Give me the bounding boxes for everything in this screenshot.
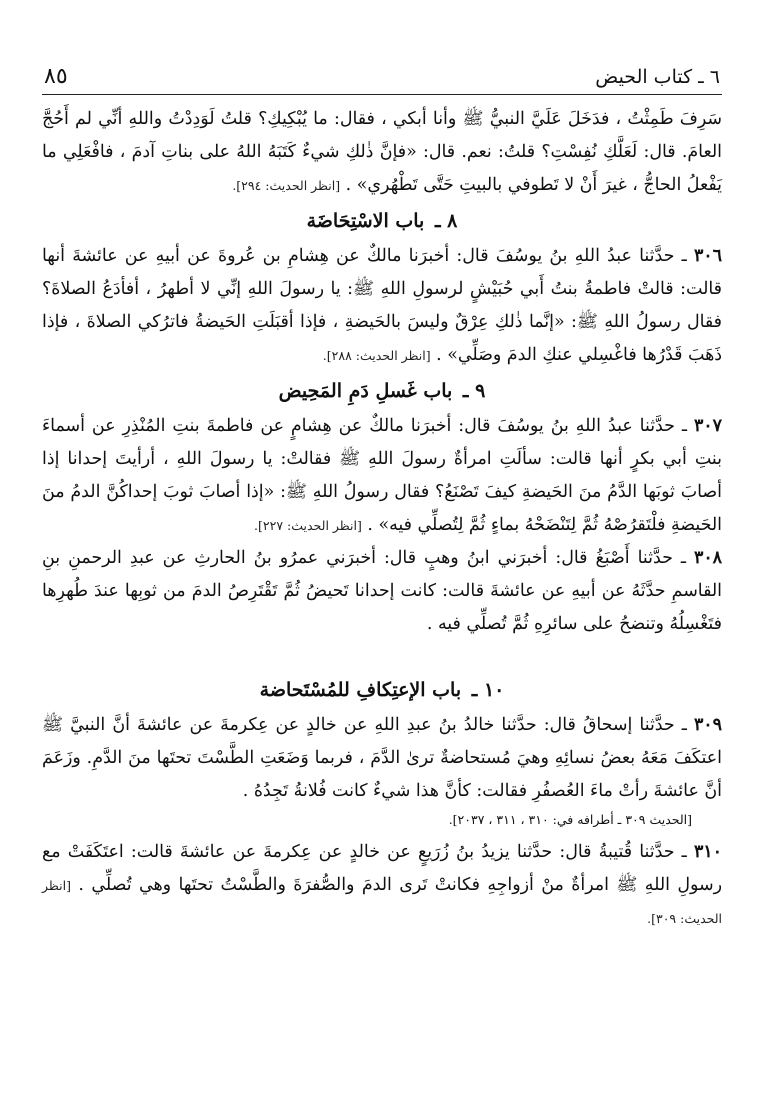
chapter-title: ٦ ـ كتاب الحيض <box>595 66 720 88</box>
hadith-306-number: ٣٠٦ <box>693 246 722 266</box>
hadith-310-number: ٣١٠ <box>693 842 722 862</box>
hadith-310-reference: [انظر الحديث: ٣٠٩]. <box>42 878 722 926</box>
hadith-306-reference: [انظر الحديث: ٢٨٨]. <box>322 348 431 363</box>
hadith-309 <box>42 709 722 808</box>
bab-8-title: باب الاسْتِحَاضَة <box>306 210 425 232</box>
bab-9-title: باب غَسلِ دَمِ المَحِيض <box>278 380 453 402</box>
hadith-306-text: ـ حدَّثنا عبدُ اللهِ بنُ يوسُفَ قال: أخبرَنا مالكٌ عن هِشامِ بن عُروةَ عن أبيهِ عن عائشةَ أنها قالت: قالتْ فاطمةُ بنتُ أَبي حُبَيْشٍ لرسولِ اللهِ ﷺ: يا رسولَ اللهِ إنِّي لا أطهرُ ، أفأدَعُ الصلاةَ؟ فقال رسولُ اللهِ ﷺ: «إنَّما ذٰلكِ عِرْقٌ وليسَ بالحَيضةِ ، فإذا أقبَلَتِ الحَيضةُ فاترُكي الصلاةَ ، فإذا ذَهَبَ قَدْرُها فاغْسِلي عنكِ الدمَ وصَلِّي» . <box>42 246 722 365</box>
bab-9-number: ٩ ـ <box>462 380 486 402</box>
bab-9-heading <box>42 376 722 406</box>
hadith-310 <box>42 836 722 935</box>
bab-8-heading <box>42 206 722 236</box>
bab-10-number: ١٠ ـ <box>471 679 505 701</box>
bab-8-number: ٨ ـ <box>434 210 458 232</box>
hadith-307-text: ـ حدَّثنا عبدُ اللهِ بنُ يوسُفَ قال: أخبرَنا مالكٌ عن هِشامٍ عن فاطمةَ بنتِ المُنْذِرِ عن أسماءَ بنتِ أبي بكرٍ أنها قالت: سألَتِ امرأةٌ رسولَ اللهِ ﷺ فقالتْ: يا رسولَ اللهِ ، أرأيتَ إحدانا إذا أصابَ ثوبَها الدَّمُ منَ الحَيضةِ كيفَ تَصْنَعُ؟ فقال رسولُ اللهِ ﷺ: «إذا أصابَ ثوبَ إحداكُنَّ الدمُ منَ الحَيضةِ فلْتَقرُصْهُ ثُمَّ لِتَنْضَحْهُ بماءٍ ثُمَّ لِتُصلِّي فيه» . <box>42 416 722 535</box>
hadith-308-text: ـ حدَّثنا أَصْبَغُ قال: أخبرَني ابنُ وهبٍ قال: أخبرَني عمرُو بنُ الحارثِ عن عبدِ الرحمنِ بنِ القاسمِ حدَّثَهُ عن أبيهِ عن عائشةَ قالت: كانت إحدانا تَحيضُ ثُمَّ تَقْتَرِصُ الدمَ من ثوبِها عندَ طُهرِها فتَغْسِلُهُ وتنضحُ على سائرِهِ ثُمَّ تُصلِّي فيه . <box>42 548 722 634</box>
hadith-309-text: ـ حدَّثنا إسحاقُ قال: حدَّثنا خالدُ بنُ عبدِ اللهِ عن خالدٍ عن عِكرمةَ عن عائشةَ أنَّ النبيَّ ﷺ اعتكَفَ مَعَهُ بعضُ نسائِهِ وهيَ مُستحاضةٌ ترىٰ الدَّمَ ، فربما وَضَعَتِ الطَّسْتَ تحتَها منَ الدَّمِ. وزَعَمَ أنَّ عائشةَ رأتْ ماءَ العُصفُرِ فقالت: كأنَّ هذا شيءٌ كانت فُلانةُ تَجِدُهُ . <box>42 715 722 801</box>
hadith-307-number: ٣٠٧ <box>693 416 722 436</box>
intro-text: سَرِفَ طَمِثْتُ ، فدَخَلَ عَلَيَّ النبيُّ ﷺ وأنا أبكي ، فقال: ما يُبْكِيكِ؟ قلتُ لَوَدِدْتُ واللهِ أنِّي لم أَحُجَّ العامَ. قال: لَعَلَّكِ نُفِسْتِ؟ قلتُ: نعم. قال: «فإنَّ ذٰلكِ شيءٌ كَتَبَهُ اللهُ على بناتِ آدمَ ، فافْعَلِي ما يَفْعلُ الحاجُّ ، غيرَ أَنْ لا تَطوفي بالبيتِ حَتَّى تَطْهُري» . <box>42 109 722 195</box>
hadith-309-note: [الحديث ٣٠٩ ـ أطرافه في: ٣١٠ ، ٣١١ ، ٢٠٣٧]. <box>448 812 692 827</box>
hadith-306 <box>42 240 722 372</box>
hadith-307-reference: [انظر الحديث: ٢٢٧]. <box>254 518 362 533</box>
hadith-308-number: ٣٠٨ <box>693 548 723 568</box>
page-number: ٨٥ <box>44 64 68 89</box>
book-page <box>42 58 722 1058</box>
intro-reference: [انظر الحديث: ٢٩٤]. <box>232 178 341 193</box>
bab-10-title: باب الإعتِكافِ للمُسْتَحاضة <box>259 679 462 701</box>
hadith-309-number: ٣٠٩ <box>693 715 722 735</box>
bab-10-heading <box>42 675 722 705</box>
intro-paragraph <box>42 103 722 202</box>
hadith-307 <box>42 410 722 542</box>
running-header <box>42 58 722 95</box>
hadith-310-text: ـ حدَّثنا قُتيبةُ قال: حدَّثنا يزيدُ بنُ زُرَيعٍ عن خالدٍ عن عِكرمةَ عن عائشةَ قالت: اعتَكَفَتْ مع رسولِ اللهِ ﷺ امرأةٌ منْ أزواجِهِ فكانتْ تَرى الدمَ والصُّفرَةَ والطَّسْتُ تحتَها وهي تُصلِّي . <box>42 842 723 895</box>
hadith-308 <box>42 542 722 641</box>
